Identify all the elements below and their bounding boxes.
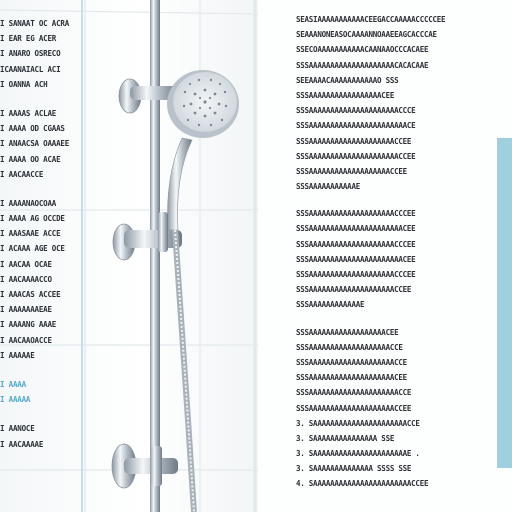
right-line: SSSAAAAAAAAAAAAAAAAAAAAAAACE [296, 121, 416, 131]
right-line: SSSAAAAAAAAAAAAAAAAAAAACCCEE [296, 270, 416, 279]
left-line: I AAAAAE [0, 350, 35, 360]
spacer [296, 313, 492, 325]
spacer [0, 407, 80, 421]
left-line: I SANAAT OC ACRA [0, 19, 70, 28]
left-line: I AACAAOACCE [0, 335, 52, 345]
right-line: SSSAAAAAAAAAAAAAAAAAAAAACCE [296, 388, 412, 398]
left-line: ICAANAIACL ACI [0, 64, 61, 74]
left-line: I AAAA AG OCCDE [0, 214, 65, 224]
right-line: SEAAANONEASOCAAAANNOAAEEAGCACCCAE [296, 30, 437, 40]
right-line: 4. SAAAAAAAAAAAAAAAAAAAAAAACCEE [296, 479, 429, 489]
right-line: SSSAAAAAAAAAAAAAAAAAAACCE [296, 342, 403, 352]
left-line: I AAAANG AAAE [0, 320, 57, 330]
left-line: I AAAA OO ACAE [0, 154, 61, 164]
left-line: I ACAAA AGE OCE [0, 244, 65, 254]
left-line: I AAACAS ACCEE [0, 290, 61, 299]
right-line: 3. SAAAAAAAAAAAAAAAAAAAAAAE . [296, 449, 420, 459]
left-line: I AACAA OCAE [0, 259, 52, 269]
right-line: 3. SAAAAAAAAAAAAAAAAAAAAAACCE [296, 418, 420, 428]
right-line: SSSAAAAAAAAAAAAAAAAAAAACEE [296, 373, 407, 383]
right-line: SEASIAAAAAAAAAAACEEGACCAAAAACCCCCEE [296, 15, 446, 24]
right-line: SSSAAAAAAAAAAAAAAAAAAAACCEE [296, 285, 412, 295]
right-line: SSSAAAAAAAAAAAAE [296, 300, 365, 310]
right-line: SSSAAAAAAAAAAAAAAAAAAAACACACAAE [296, 60, 429, 70]
right-line: 3. SAAAAAAAAAAAAAAA SSE [296, 433, 395, 443]
left-line: I AAAAAAAEAE [0, 305, 52, 315]
left-line: I EAR EG ACER [0, 34, 57, 44]
left-text-column [0, 16, 80, 452]
spacer [296, 194, 492, 206]
left-line: I AAASAAE ACCE [0, 229, 61, 239]
spacer [0, 182, 80, 196]
right-line: SSECOAAAAAAAAAAACAANAAOCCCACAEE [296, 45, 429, 55]
left-line: I AAAANAOCOAA [0, 198, 57, 208]
right-line: SSSAAAAAAAAAAAAAAAAAAAACCCEE [296, 209, 416, 219]
left-line: I AAAA [0, 379, 26, 389]
accent-bar [497, 138, 512, 468]
right-line: SSSAAAAAAAAAAAE [296, 182, 360, 192]
left-line: I AAAA OD CGAAS [0, 124, 65, 134]
left-line: I OANNA ACH [0, 79, 48, 89]
right-line: SSSAAAAAAAAAAAAAAAAAAACCEE [296, 166, 407, 176]
right-line: SSSAAAAAAAAAAAAAAAAAAAAAACEE [296, 254, 416, 264]
right-line: SSSAAAAAAAAAAAAAAAAAAAACCEE [296, 403, 412, 413]
spacer [0, 363, 80, 377]
right-line: SSSAAAAAAAAAAAAAAAAAAAACCE [296, 357, 407, 367]
slide-bar-icon [150, 0, 160, 512]
right-line: SSSAAAAAAAAAAAAAAAAAAAAAACEE [296, 224, 416, 234]
right-line: 3. SAAAAAAAAAAAAAA SSSS SSE [296, 464, 412, 474]
right-line: SSSAAAAAAAAAAAAAAAAACEE [296, 90, 395, 100]
wall-bracket-icon [112, 444, 178, 488]
right-line: SSSAAAAAAAAAAAAAAAAAAAACCEE [296, 136, 412, 146]
left-line: I ANARO OSRECO [0, 49, 61, 59]
right-line: SSSAAAAAAAAAAAAAAAAAAAAACCCE [296, 106, 416, 116]
shower-head-icon [167, 70, 239, 230]
spacer [0, 92, 80, 106]
right-line: SSSAAAAAAAAAAAAAAAAAACEE [296, 327, 399, 337]
left-line: I AACAAAACCO [0, 274, 52, 284]
left-line: I AAAAA [0, 395, 31, 405]
left-line: I AAAAS ACLAE [0, 108, 57, 118]
left-line: I ANAACSA OAAAEE [0, 139, 70, 149]
right-line: SEEAAAACAAAAAAAAAAAO SSS [296, 75, 399, 85]
left-line: I AACAAAAE [0, 439, 44, 449]
right-line: SSSAAAAAAAAAAAAAAAAAAAACCCEE [296, 239, 416, 249]
right-line: SSSAAAAAAAAAAAAAAAAAAAAACCEE [296, 151, 416, 161]
left-line: I AANOCE [0, 424, 35, 434]
right-text-column [296, 12, 492, 492]
left-line: I AACAACCE [0, 169, 44, 179]
